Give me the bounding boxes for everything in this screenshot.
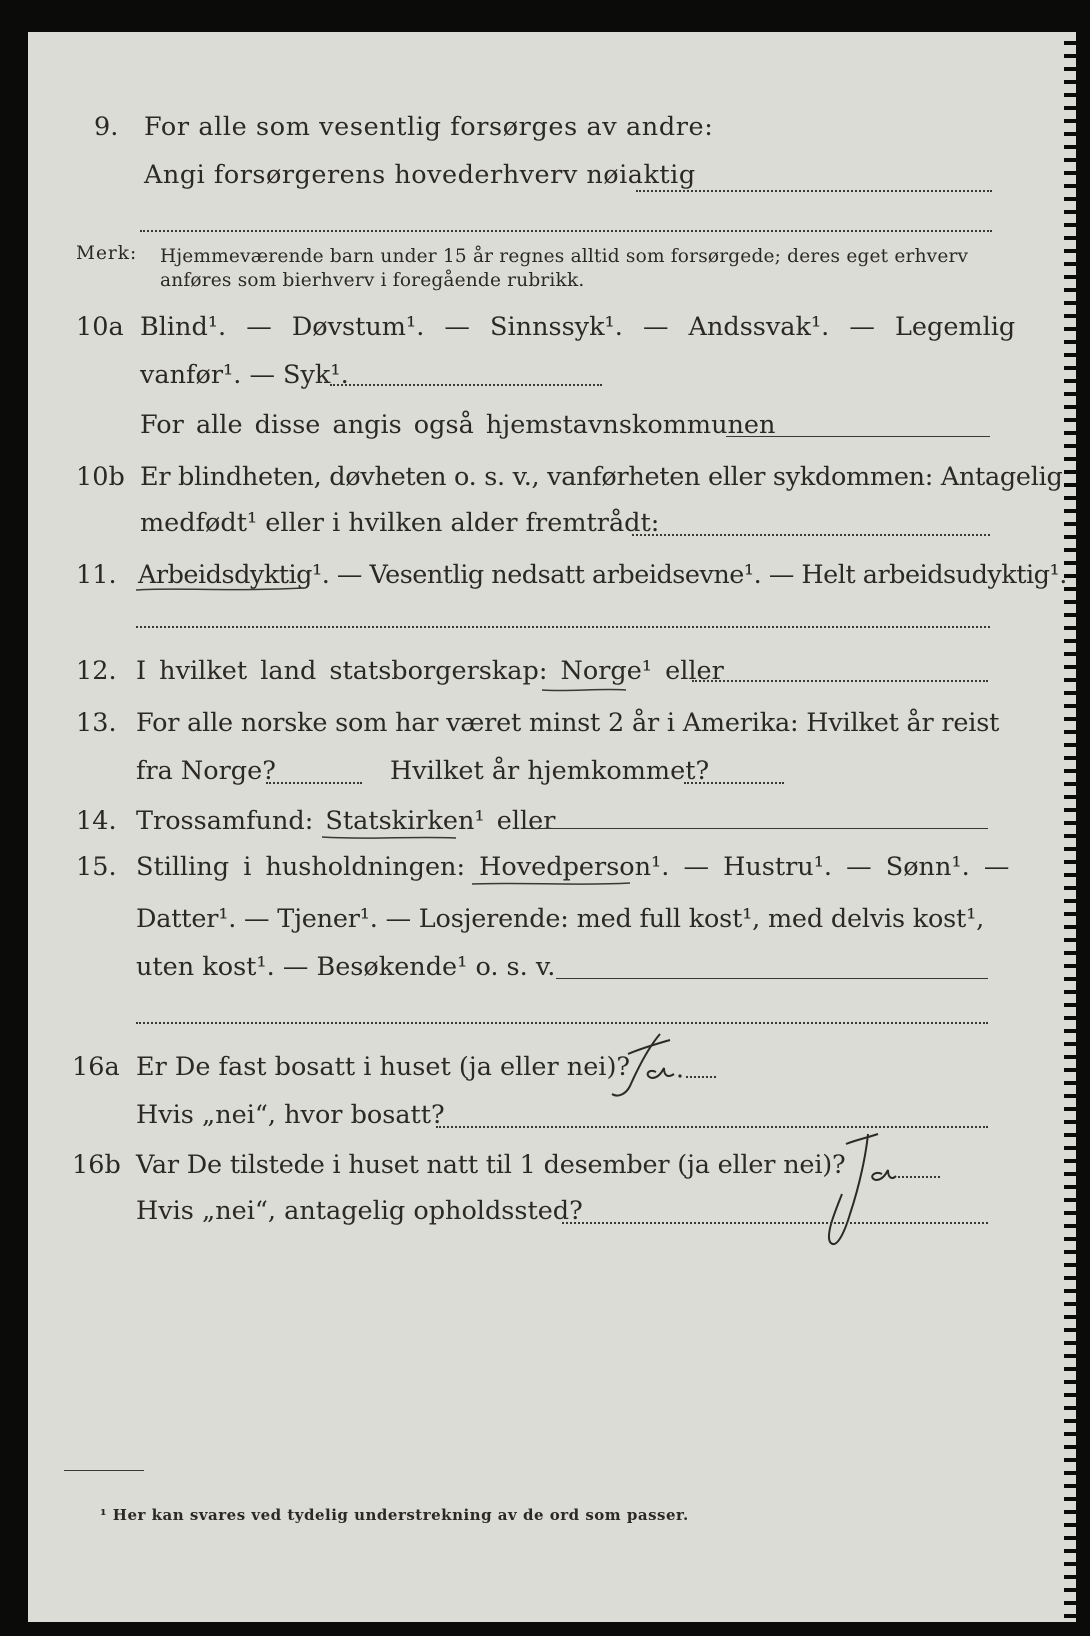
q14-underline-mark <box>320 832 460 844</box>
q15-number: 15. <box>76 852 117 882</box>
q15-line3: uten kost¹. — Besøkende¹ o. s. v. <box>136 952 556 982</box>
q10a-hjemstavn-line <box>726 436 990 437</box>
q16b-line1: Var De tilstede i huset natt til 1 desember (ja eller nei)? <box>136 1150 846 1180</box>
q16b-handwritten-answer <box>820 1124 900 1264</box>
q12-answer-line <box>692 680 988 682</box>
q10a-line2: vanfør¹. — Syk¹. <box>140 360 349 390</box>
q9-line1: For alle som vesentlig forsørges av andre: <box>144 112 714 142</box>
q13-number: 13. <box>76 708 117 738</box>
q10a-line3: For alle disse angis også hjemstavnskommunen <box>140 410 776 440</box>
q10b-answer-line <box>632 534 990 536</box>
q10a-number: 10a <box>76 312 124 342</box>
q10a-line1: Blind¹. — Døvstum¹. — Sinnssyk¹. — Andssvak¹. — Legemlig <box>140 312 1016 342</box>
q16a-bosatt-line <box>436 1126 988 1128</box>
footnote-text: ¹ Her kan svares ved tydelig understrekning av de ord som passer. <box>100 1506 689 1524</box>
q16a-line1: Er De fast bosatt i huset (ja eller nei)? <box>136 1052 631 1082</box>
merk-line1: Hjemmeværende barn under 15 år regnes alltid som forsørgede; deres eget erhverv <box>160 246 969 267</box>
q13-reist-line <box>266 782 362 784</box>
q16a-line2: Hvis „nei“, hvor bosatt? <box>136 1100 445 1130</box>
q12-number: 12. <box>76 656 117 686</box>
q9-number: 9. <box>94 112 119 142</box>
q11-number: 11. <box>76 560 117 590</box>
q15-line1: Stilling i husholdningen: Hovedperson¹. — Hustru¹. — Sønn¹. — <box>136 852 1010 882</box>
q16b-opholdssted-line <box>562 1222 988 1224</box>
q9-answer-line-2 <box>140 230 992 232</box>
q13-line2b: Hvilket år hjemkommet? <box>390 756 710 786</box>
q10a-answer-line <box>330 384 602 386</box>
merk-line2: anføres som bierhverv i foregående rubrikk. <box>160 270 585 291</box>
q14-number: 14. <box>76 806 117 836</box>
q15-answer-line-2 <box>136 1022 988 1024</box>
q13-line1: For alle norske som har været minst 2 år i Amerika: Hvilket år reist <box>136 708 1000 738</box>
q14-answer-line <box>526 828 988 829</box>
q10b-line2: medfødt¹ eller i hvilken alder fremtrådt: <box>140 508 660 538</box>
q16b-line2: Hvis „nei“, antagelig opholdssted? <box>136 1196 583 1226</box>
q15-underline-mark <box>470 878 635 890</box>
q15-answer-line <box>556 978 988 979</box>
q10b-number: 10b <box>76 462 125 492</box>
q16a-handwritten-answer <box>608 1028 688 1108</box>
q13-hjemkommet-line <box>684 782 784 784</box>
q16a-answer-line <box>686 1076 716 1078</box>
q16b-answer-line <box>898 1176 940 1178</box>
q12-line1: I hvilket land statsborgerskap: Norge¹ eller <box>136 656 724 686</box>
q11-line1: Arbeidsdyktig¹. — Vesentlig nedsatt arbeidsevne¹. — Helt arbeidsudyktig¹. <box>138 560 1067 590</box>
q16a-number: 16a <box>72 1052 120 1082</box>
footnote-rule <box>64 1470 144 1471</box>
q16b-number: 16b <box>72 1150 121 1180</box>
merk-label: Merk: <box>76 243 138 264</box>
q15-line2: Datter¹. — Tjener¹. — Losjerende: med full kost¹, med delvis kost¹, <box>136 904 985 934</box>
q9-line2: Angi forsørgerens hovederhverv nøiaktig <box>144 160 696 190</box>
q12-underline-mark <box>540 684 630 696</box>
q11-answer-line <box>136 626 990 628</box>
q11-underline-mark <box>134 584 309 596</box>
q9-answer-line <box>636 190 992 192</box>
torn-right-edge <box>1064 32 1076 1622</box>
q13-line2a: fra Norge? <box>136 756 276 786</box>
q10b-line1: Er blindheten, døvheten o. s. v., vanførheten eller sykdommen: Antagelig <box>140 462 1063 492</box>
q14-line1: Trossamfund: Statskirken¹ eller <box>136 806 556 836</box>
